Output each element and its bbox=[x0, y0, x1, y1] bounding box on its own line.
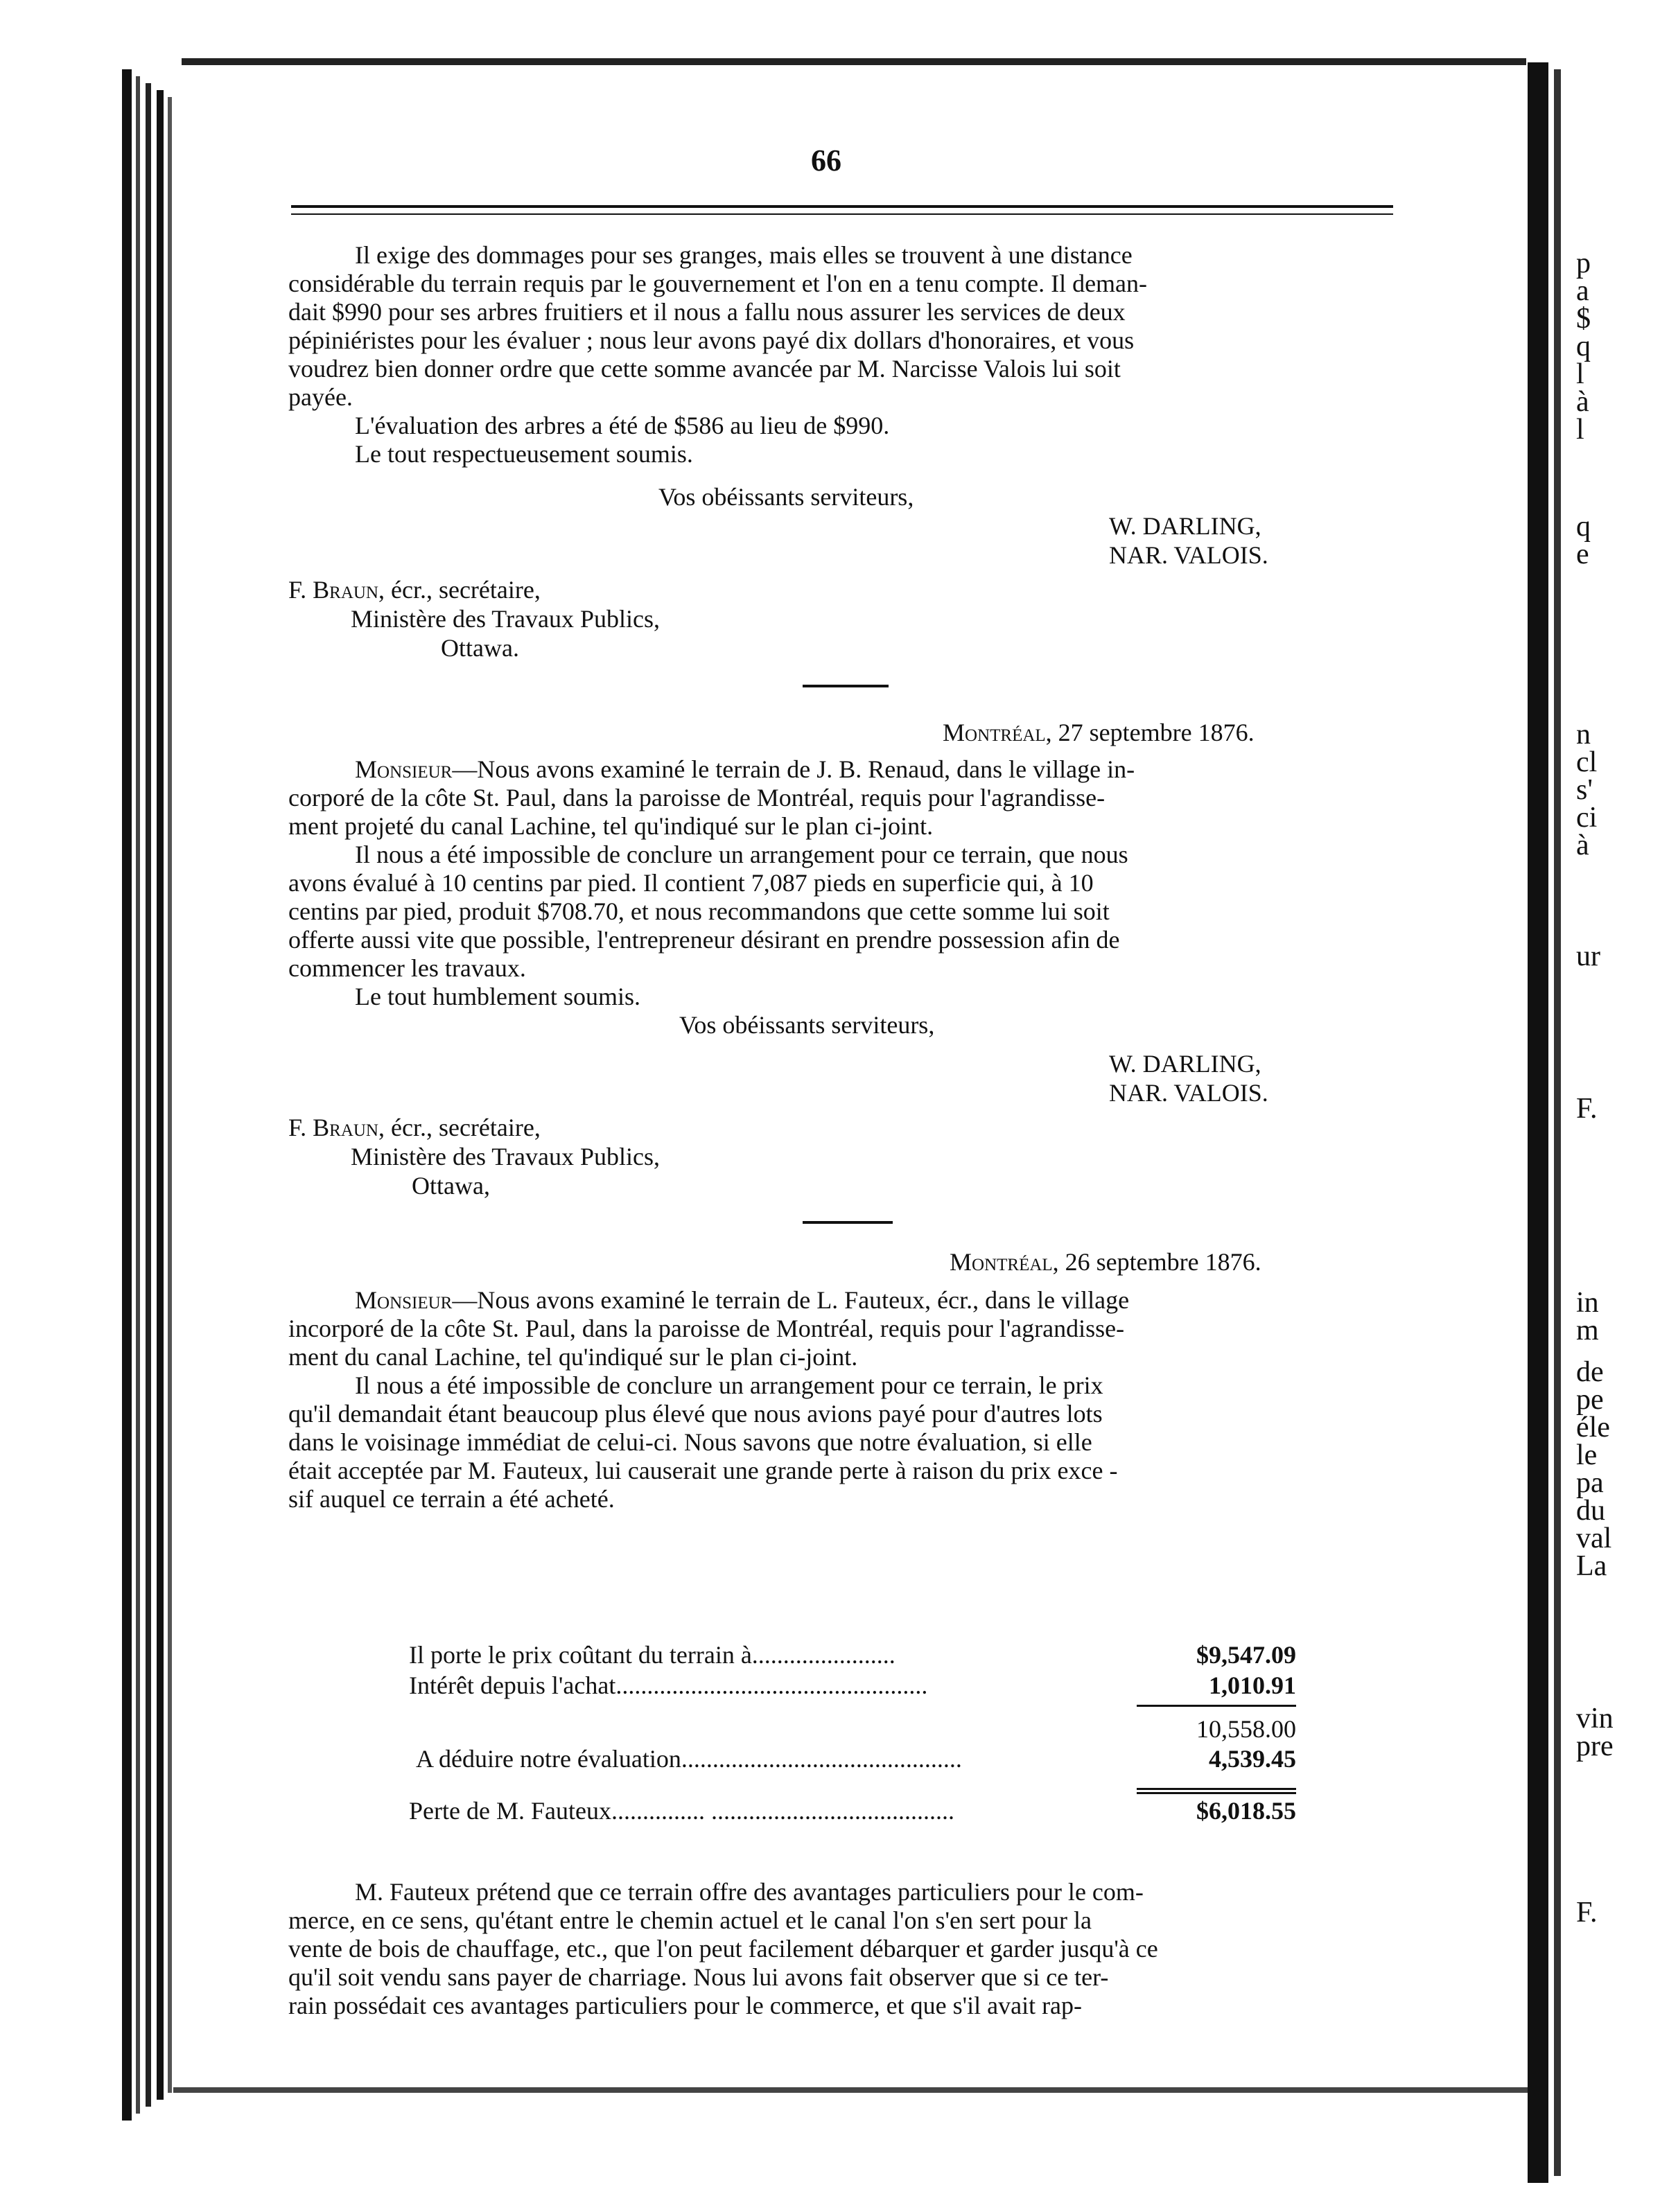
text-line: Le tout respectueusement soumis. bbox=[355, 440, 693, 468]
text-line: centins par pied, produit $708.70, et nous recommandons que cette somme lui soit bbox=[288, 897, 1110, 925]
signer-2: NAR. VALOIS. bbox=[1109, 541, 1268, 569]
facing-page-fragment: F. bbox=[1576, 1897, 1598, 1929]
facing-page-fragment: $ bbox=[1576, 303, 1591, 335]
text-line: rain possédait ces avantages particuliers pour le commerce, et que s'il avait rap- bbox=[288, 1992, 1083, 2019]
section-divider bbox=[803, 685, 889, 687]
facing-page-fragment: ur bbox=[1576, 940, 1600, 972]
text-line: dait $990 pour ses arbres fruitiers et il nous a fallu nous assurer les services de deux bbox=[288, 298, 1126, 326]
facing-page-fragment: F. bbox=[1576, 1093, 1598, 1125]
facing-page-fragment: de bbox=[1576, 1356, 1604, 1388]
text-line: ment du canal Lachine, tel qu'indiqué sur le plan ci-joint. bbox=[288, 1343, 858, 1371]
letter2-date bbox=[943, 718, 1255, 747]
text-run: —Nous avons examiné le terrain de J. B. Renaud, dans le village in- bbox=[452, 755, 1135, 783]
addressee-title: , écr., secrétaire, bbox=[378, 1114, 541, 1141]
text-line bbox=[288, 1286, 1397, 1315]
scan-bottom-edge bbox=[173, 2087, 1532, 2093]
page-gutter-shadow bbox=[1554, 69, 1561, 2176]
facing-page-fragment: ci bbox=[1576, 802, 1598, 834]
ledger-label bbox=[409, 1701, 1151, 1744]
text-run: —Nous avons examiné le terrain de L. Fauteux, écr., dans le village bbox=[452, 1286, 1130, 1314]
text-line: Il nous a été impossible de conclure un arrangement pour ce terrain, le prix bbox=[355, 1371, 1103, 1399]
text-line: vente de bois de chauffage, etc., que l'on peut facilement débarquer et garder jusqu'à ce bbox=[288, 1935, 1158, 1963]
facing-page-fragment: pre bbox=[1576, 1730, 1614, 1762]
ledger-row bbox=[409, 1701, 1296, 1744]
addressee-ministry: Ministère des Travaux Publics, bbox=[351, 605, 660, 633]
facing-page-fragment: à bbox=[1576, 386, 1589, 418]
addressee-title: , écr., secrétaire, bbox=[378, 576, 541, 604]
text-line bbox=[288, 755, 1397, 784]
addressee-name-sc: F. Braun bbox=[288, 576, 378, 604]
sum-rule bbox=[1137, 1705, 1296, 1707]
facing-page-fragment: a bbox=[1576, 275, 1589, 307]
ledger-amount: 4,539.45 bbox=[1209, 1745, 1296, 1773]
signer-2: NAR. VALOIS. bbox=[1109, 1079, 1268, 1107]
document-page bbox=[187, 67, 1518, 2083]
signer-1: W. DARLING, bbox=[1109, 512, 1261, 540]
cost-ledger bbox=[409, 1640, 1296, 1825]
addressee-name-sc: F. Braun bbox=[288, 1114, 378, 1141]
text-line: dans le voisinage immédiat de celui-ci. Nous savons que notre évaluation, si elle bbox=[288, 1428, 1092, 1456]
ledger-amount: 1,010.91 bbox=[1209, 1671, 1296, 1699]
addressee-city: Ottawa. bbox=[441, 634, 519, 662]
text-line: Il exige des dommages pour ses granges, mais elles se trouvent à une distance bbox=[355, 241, 1133, 269]
facing-page-fragment: éle bbox=[1576, 1412, 1610, 1443]
facing-page-fragment: l bbox=[1576, 414, 1584, 446]
text-line: commencer les travaux. bbox=[288, 954, 526, 982]
salutation-word: Monsieur bbox=[355, 755, 453, 783]
text-line: merce, en ce sens, qu'étant entre le chemin actuel et le canal l'on s'en sert pour la bbox=[288, 1906, 1092, 1934]
signer-1: W. DARLING, bbox=[1109, 1050, 1261, 1078]
addressee-city: Ottawa, bbox=[412, 1172, 490, 1200]
facing-page bbox=[1564, 67, 1669, 2187]
ledger-label: Intérêt depuis l'achat.................................................. bbox=[409, 1671, 928, 1699]
text-line: corporé de la côte St. Paul, dans la paroisse de Montréal, requis pour l'agrandisse- bbox=[288, 784, 1106, 811]
text-line: qu'il soit vendu sans payer de charriage. Nous lui avons fait observer que si ce ter- bbox=[288, 1963, 1109, 1991]
addressee-ministry: Ministère des Travaux Publics, bbox=[351, 1143, 660, 1170]
text-line: ment projeté du canal Lachine, tel qu'indiqué sur le plan ci-joint. bbox=[288, 812, 934, 840]
letter3-date bbox=[950, 1247, 1261, 1276]
sum-rule bbox=[1137, 1788, 1296, 1790]
ledger-label: Il porte le prix coûtant du terrain à....................... bbox=[409, 1641, 895, 1669]
facing-page-fragment: s' bbox=[1576, 774, 1593, 806]
text-line: avons évalué à 10 centins par pied. Il contient 7,087 pieds en superficie qui, à 10 bbox=[288, 869, 1094, 897]
ledger-amount: $9,547.09 bbox=[1196, 1641, 1296, 1669]
facing-page-fragment: q bbox=[1576, 331, 1591, 362]
facing-page-fragment: e bbox=[1576, 538, 1589, 570]
header-rule bbox=[291, 205, 1393, 208]
facing-page-fragment: l bbox=[1576, 358, 1584, 390]
sum-rule-double bbox=[1137, 1792, 1296, 1794]
letter3-body-continued bbox=[288, 1878, 1397, 2020]
salutation: Vos obéissants serviteurs, bbox=[679, 1011, 935, 1039]
letter3-body bbox=[288, 1286, 1397, 1513]
scan-binding-edge bbox=[0, 0, 182, 2212]
addressee-name bbox=[288, 1113, 541, 1142]
section-divider bbox=[803, 1221, 893, 1224]
addressee-name bbox=[288, 575, 541, 604]
letter2-body bbox=[288, 755, 1397, 1011]
letter1-body bbox=[288, 241, 1397, 468]
facing-page-fragment: vin bbox=[1576, 1703, 1614, 1735]
text-line: Il nous a été impossible de conclure un arrangement pour ce terrain, que nous bbox=[355, 841, 1128, 868]
date-place: Montréal bbox=[950, 1248, 1053, 1276]
ledger-row bbox=[409, 1774, 1296, 1825]
facing-page-fragment: le bbox=[1576, 1439, 1598, 1471]
ledger-label: Perte de M. Fauteux............... ....................................... bbox=[409, 1797, 954, 1825]
page-number: 66 bbox=[811, 143, 841, 177]
header-rule-thin bbox=[291, 213, 1393, 215]
text-line: était acceptée par M. Fauteux, lui causerait une grande perte à raison du prix exce - bbox=[288, 1457, 1118, 1484]
text-line: sif auquel ce terrain a été acheté. bbox=[288, 1485, 615, 1513]
text-line: pépiniéristes pour les évaluer ; nous leur avons payé dix dollars d'honoraires, et vous bbox=[288, 326, 1135, 354]
text-line: Le tout humblement soumis. bbox=[355, 983, 640, 1010]
ledger-amount: $6,018.55 bbox=[1196, 1797, 1296, 1825]
date-text: , 26 septembre 1876. bbox=[1052, 1248, 1261, 1276]
facing-page-fragment: cl bbox=[1576, 746, 1598, 778]
text-line: incorporé de la côte St. Paul, dans la paroisse de Montréal, requis pour l'agrandisse- bbox=[288, 1315, 1125, 1342]
ledger-amount: 10,558.00 bbox=[1196, 1715, 1296, 1743]
facing-page-fragment: La bbox=[1576, 1550, 1607, 1582]
ledger-row bbox=[409, 1670, 1296, 1701]
text-line: L'évaluation des arbres a été de $586 au lieu de $990. bbox=[355, 412, 890, 439]
salutation: Vos obéissants serviteurs, bbox=[658, 483, 914, 511]
facing-page-fragment: in bbox=[1576, 1287, 1599, 1319]
text-line: offerte aussi vite que possible, l'entrepreneur désirant en prendre possession afin de bbox=[288, 926, 1120, 954]
date-place: Montréal bbox=[943, 719, 1046, 746]
text-line: M. Fauteux prétend que ce terrain offre des avantages particuliers pour le com- bbox=[355, 1878, 1144, 1906]
text-line: payée. bbox=[288, 383, 353, 411]
facing-page-fragment: du bbox=[1576, 1495, 1605, 1527]
salutation-word: Monsieur bbox=[355, 1286, 453, 1314]
facing-page-fragment: val bbox=[1576, 1522, 1612, 1554]
text-line: considérable du terrain requis par le gouvernement et l'on en a tenu compte. Il deman- bbox=[288, 270, 1148, 297]
text-line: qu'il demandait étant beaucoup plus élevé que nous avions payé pour d'autres lots bbox=[288, 1400, 1103, 1428]
facing-page-fragment: à bbox=[1576, 830, 1589, 861]
ledger-label: A déduire notre évaluation............................................. bbox=[416, 1745, 962, 1773]
page-gutter bbox=[1528, 62, 1548, 2183]
facing-page-fragment: q bbox=[1576, 511, 1591, 543]
facing-page-fragment: p bbox=[1576, 247, 1591, 279]
text-line: voudrez bien donner ordre que cette somme avancée par M. Narcisse Valois lui soit bbox=[288, 355, 1121, 383]
facing-page-fragment: m bbox=[1576, 1315, 1599, 1346]
ledger-row bbox=[409, 1640, 1296, 1670]
date-text: , 27 septembre 1876. bbox=[1045, 719, 1255, 746]
facing-page-fragment: pa bbox=[1576, 1467, 1604, 1499]
facing-page-fragment: pe bbox=[1576, 1384, 1604, 1416]
ledger-row bbox=[409, 1744, 1296, 1774]
facing-page-fragment: n bbox=[1576, 719, 1591, 750]
scan-top-edge bbox=[182, 58, 1526, 65]
